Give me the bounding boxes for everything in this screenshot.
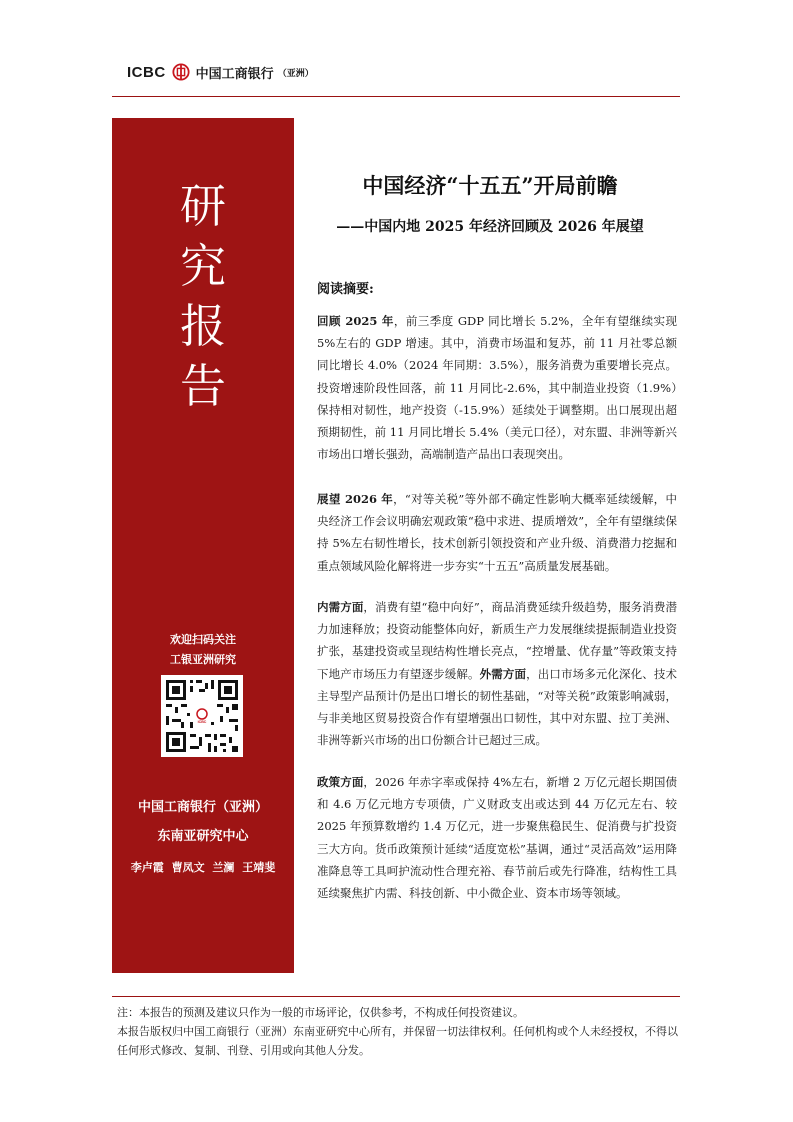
summary-paragraph-demand bbox=[317, 596, 677, 751]
research-org bbox=[112, 793, 294, 851]
disclaimer-note: 注：本报告的预测及建议只作为一般的市场评论，仅供参考，不构成任何投资建议。 bbox=[117, 1006, 524, 1019]
paragraph-label: 政策方面 bbox=[317, 775, 364, 789]
brand-region: （亚洲） bbox=[277, 68, 314, 79]
paragraph-label: 外需方面 bbox=[479, 666, 527, 681]
paragraph-text: ，“对等关税”等外部不确定性影响大概率延续缓解，中央经济工作会议明确宏观政策“稳中求进、提质增效”，全年有望继续保持 5%左右韧性增长，技术创新引领投资和产业升级、消费潜力挖掘和重点领域风险化解将进一步夯实“十五五”高质量发展基础。 bbox=[317, 492, 677, 573]
paragraph-label: 回顾 2025 年 bbox=[317, 314, 394, 328]
org-department: 东南亚研究中心 bbox=[157, 829, 249, 844]
authors: 李卢霞 曹凤文 兰澜 王靖斐 bbox=[130, 861, 276, 874]
org-name: 中国工商银行（亚洲） bbox=[137, 800, 268, 815]
paragraph-text: ，消费有望“稳中向好”，商品消费延续升级趋势，服务消费潜力加速释放；投资动能整体向好，新质生产力发展继续提振制造业投资扩张，基建投资或呈现结构性增长亮点，“控增量、优存量”等政策支持下地产市场压力有望逐步缓解。 bbox=[317, 600, 677, 681]
paragraph-text: ，2026 年赤字率或保持 4%左右，新增 2 万亿元超长期国债和 4.6 万亿元地方专项债，广义财政支出或达到 44 万亿元左右、较 2025 年预算数增约 1.4 万亿元，进一步聚焦稳民生、促消费与扩投资三大方向。货币政策预计延续“适度宽松”基调，通过“灵活高效”运用降准降息等工具呵护流动性合理充裕、春节前后或先行降准，结构性工具延续聚焦扩内需、科技创新、中小微企业、资本市场等领域。 bbox=[317, 775, 677, 901]
summary-paragraph-review bbox=[317, 310, 677, 465]
qr-code[interactable] bbox=[161, 675, 243, 757]
report-subtitle: ——中国内地 2025 年经济回顾及 2026 年展望 bbox=[336, 219, 644, 235]
summary-paragraph-outlook bbox=[317, 488, 677, 577]
paragraph-label: 展望 2026 年 bbox=[317, 492, 394, 506]
icbc-logo-icon bbox=[172, 63, 190, 81]
report-title: 中国经济“十五五”开局前瞻 bbox=[362, 173, 618, 198]
report-type-char: 究 bbox=[180, 239, 226, 293]
report-type-char: 告 bbox=[180, 359, 226, 413]
paragraph-label: 内需方面 bbox=[317, 600, 364, 614]
footer-divider bbox=[112, 996, 680, 997]
report-type-title bbox=[112, 176, 294, 416]
summary-paragraph-policy bbox=[317, 771, 677, 904]
report-type-char: 报 bbox=[180, 299, 226, 353]
scan-prompt-line: 工银亚洲研究 bbox=[170, 653, 236, 666]
qr-center-logo-text: ICBC bbox=[197, 720, 207, 724]
brand-name: 中国工商银行 bbox=[195, 66, 274, 82]
scan-prompt-line: 欢迎扫码关注 bbox=[170, 633, 236, 646]
brand-header bbox=[127, 60, 314, 84]
copyright-notice: 本报告版权归中国工商银行（亚洲）东南亚研究中心所有，并保留一切法律权利。任何机构或个人未经授权，不得以任何形式修改、复制、刊登、引用或向其他人分发。 bbox=[117, 1025, 678, 1057]
summary-heading: 阅读摘要: bbox=[317, 282, 374, 297]
report-type-char: 研 bbox=[180, 179, 226, 233]
sidebar-panel bbox=[112, 118, 294, 973]
disclaimer-footer bbox=[117, 1003, 680, 1060]
header-divider bbox=[112, 96, 680, 97]
brand-latin-name: ICBC bbox=[127, 63, 166, 81]
scan-prompt bbox=[112, 630, 294, 670]
paragraph-text: ，前三季度 GDP 同比增长 5.2%，全年有望继续实现 5%左右的 GDP 增速。其中，消费市场温和复苏，前 11 月社零总额同比增长 4.0%（2024 年同期：3.5%），服务消费为重要增长亮点。投资增速阶段性回落，前 11 月同比-2.6%，其中制造业投资（1.9%）保持相对韧性，地产投资（-15.9%）延续处于调整期。出口展现出超预期韧性，前 11 月同比增长 5.4%（美元口径），对东盟、非洲等新兴市场出口增长强劲，高端制造产品出口表现突出。 bbox=[317, 314, 678, 462]
paragraph-text: ，出口市场多元化深化、技术主导型产品预计仍是出口增长的韧性基础，“对等关税”政策影响减弱，与非美地区贸易投资合作有望增强出口韧性，其中对东盟、拉丁美洲、非洲等新兴市场的出口份额合计已超过三成。 bbox=[317, 666, 678, 748]
